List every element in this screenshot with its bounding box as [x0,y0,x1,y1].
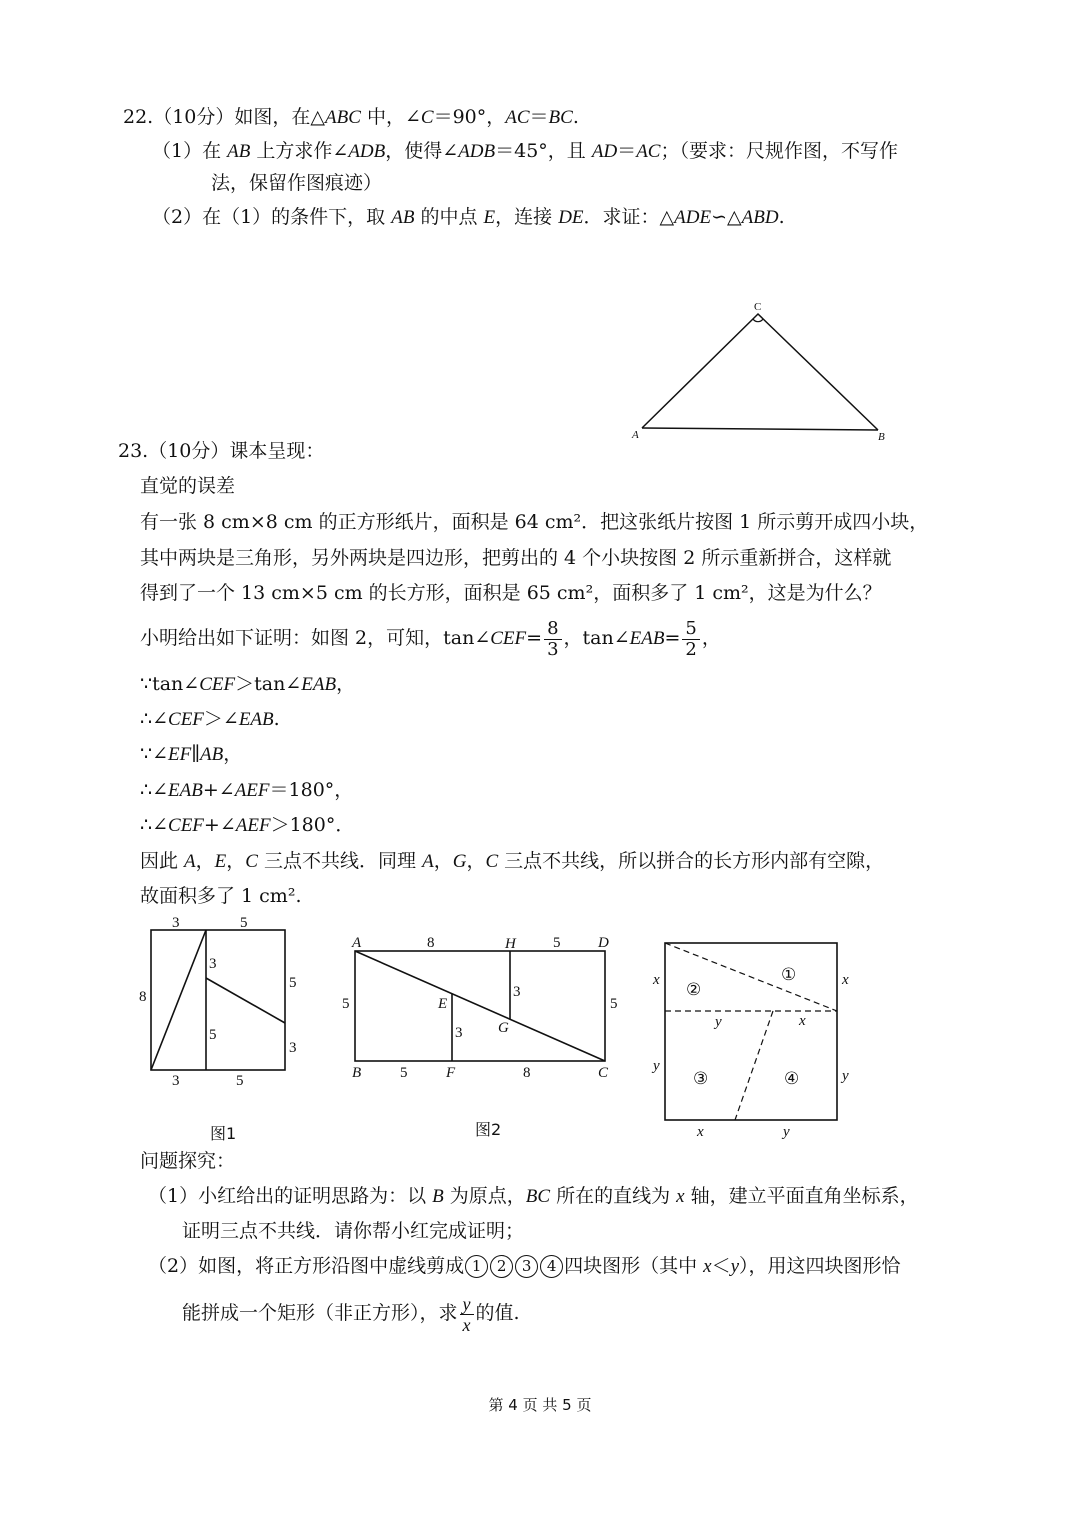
fig3-label-x-left: x [653,972,660,988]
fig1-diagonal [151,930,206,1070]
proof-step-1: ∵tan∠CEF＞tan∠EAB， [140,673,356,695]
triangle-base-ab [642,428,878,430]
fig1-label-inner-top: 3 [209,956,217,972]
fig2-label-top-8: 8 [427,935,435,951]
fig3-label-y-left: y [653,1058,660,1074]
q22-part1: （1）在 AB 上方求作∠ADB，使得∠ADB＝45°，且 AD＝AC；（要求：尺规作图，不写作 [152,140,898,162]
proof-conclusion-2: 故面积多了 1 cm². [140,885,302,907]
fig1-label-top-left: 3 [172,915,180,931]
fig1-label-bottom-left: 3 [172,1073,180,1089]
q22-header: 22.（10分）如图，在△ABC 中，∠C＝90°，AC＝BC. [123,106,579,128]
figure-2 [340,925,630,1090]
proof-conclusion-1: 因此 A，E，C 三点不共线．同理 A，G，C 三点不共线，所以拼合的长方形内部有空隙， [140,850,885,872]
fig2-label-h: H [505,936,516,952]
fig3-label-mid-x: x [799,1013,806,1029]
label-a: A [632,429,639,441]
explore-heading: 问题探究： [140,1150,236,1172]
q22-part1-cont: 法，保留作图痕迹） [211,172,383,194]
figure-1 [130,910,310,1090]
q23-text-2: 其中两块是三角形，另外两块是四边形，把剪出的 4 个小块按图 2 所示重新拼合，这样就 [140,547,892,569]
fig2-label-right-5: 5 [610,996,618,1012]
proof-step-3: ∵∠EF∥AB， [140,743,243,765]
fig3-square [665,943,837,1120]
fig1-label-bottom-right: 5 [236,1073,244,1089]
circled-4: 4 [540,1255,563,1278]
fig3-label-bottom-x: x [697,1124,704,1140]
fig1-slant [206,978,285,1023]
explore-part2-cont: 能拼成一个矩形（非正方形），求 $\frac{y}{x}$ 的值. [182,1293,520,1335]
explore-part1-cont: 证明三点不共线．请你帮小红完成证明； [182,1220,525,1242]
q23-text-3: 得到了一个 13 cm×5 cm 的长方形，面积是 65 cm²，面积多了 1 cm²，这是为什么？ [140,582,882,604]
fraction-8-3: $\frac{8}{3}$ [544,619,561,660]
right-angle-mark [753,319,763,322]
fig2-label-bottom-5: 5 [400,1065,408,1081]
fig3-piece-2: ② [686,980,702,999]
proof-step-2: ∴∠CEF＞∠EAB. [140,708,280,730]
circled-1: 1 [465,1255,488,1278]
fig2-label-left-5: 5 [342,996,350,1012]
q23-proof-intro: 小明给出如下证明：如图 2，可知，tan∠CEF= $\frac{8}{3}$ ，tan∠EAB= $\frac{5}{2}$ ， [140,617,721,660]
page-footer: 第 4 页 共 5 页 [488,1396,592,1414]
fig1-label-top-right: 5 [240,915,248,931]
fig3-label-x-right: x [842,972,849,988]
fig1-label-left: 8 [139,989,147,1005]
proof-step-4: ∴∠EAB+∠AEF＝180°， [140,779,354,801]
fig3-piece-4: ④ [784,1069,800,1088]
fig2-label-b: B [352,1065,362,1081]
fig1-square [151,930,285,1070]
fig2-caption: 图2 [475,1120,502,1139]
q23-header: 23.（10分）课本呈现： [118,440,325,462]
fig1-label-right-bottom: 3 [289,1040,297,1056]
q22-part2: （2）在（1）的条件下，取 AB 的中点 E，连接 DE．求证：△ADE∽△ABD. [152,206,785,228]
fig3-dashed-slant [735,1011,773,1120]
fig2-label-c: C [598,1065,609,1081]
fig2-label-a: A [352,935,362,951]
fig1-label-inner-bottom: 5 [209,1027,217,1043]
explore-part2: （2）如图，将正方形沿图中虚线剪成 1 2 3 4 四块图形（其中 x＜y），用这四块图形恰 [148,1255,901,1277]
fig2-label-top-5: 5 [553,935,561,951]
fig2-diagonal-ac [355,951,605,1061]
triangle-abc [642,314,878,430]
q23-text-1: 有一张 8 cm×8 cm 的正方形纸片，面积是 64 cm²．把这张纸片按图 1 所示剪开成四小块， [140,511,929,533]
fig2-label-d: D [598,935,609,951]
fig3-label-mid-y: y [715,1014,722,1030]
fig1-caption: 图1 [210,1124,237,1143]
label-b: B [878,431,885,443]
fig2-label-f: F [446,1065,456,1081]
fig3-label-y-right: y [842,1068,849,1084]
q23-title: 直觉的误差 [140,475,236,497]
fig2-label-bottom-8: 8 [523,1065,531,1081]
fig1-label-right-top: 5 [289,975,297,991]
fig3-dashed-diagonal [665,943,837,1011]
fig2-label-f3: 3 [455,1025,463,1041]
fig3-piece-1: ① [781,965,797,984]
fraction-y-x: $\frac{y}{x}$ [460,1294,474,1335]
proof-step-5: ∴∠CEF+∠AEF＞180°． [140,814,355,836]
fig3-label-bottom-y: y [783,1124,790,1140]
circled-2: 2 [490,1255,513,1278]
fig2-label-e: E [438,996,448,1012]
label-c: C [754,301,762,313]
fig2-label-g: G [498,1020,509,1036]
explore-part1: （1）小红给出的证明思路为：以 B 为原点，BC 所在的直线为 x 轴，建立平面直角坐标系， [148,1185,919,1207]
fig2-label-h3: 3 [513,984,521,1000]
circled-3: 3 [515,1255,538,1278]
figure-3 [640,925,865,1145]
fraction-5-2: $\frac{5}{2}$ [682,619,699,660]
q22-triangle-figure [620,290,900,450]
fig3-piece-3: ③ [693,1069,709,1088]
